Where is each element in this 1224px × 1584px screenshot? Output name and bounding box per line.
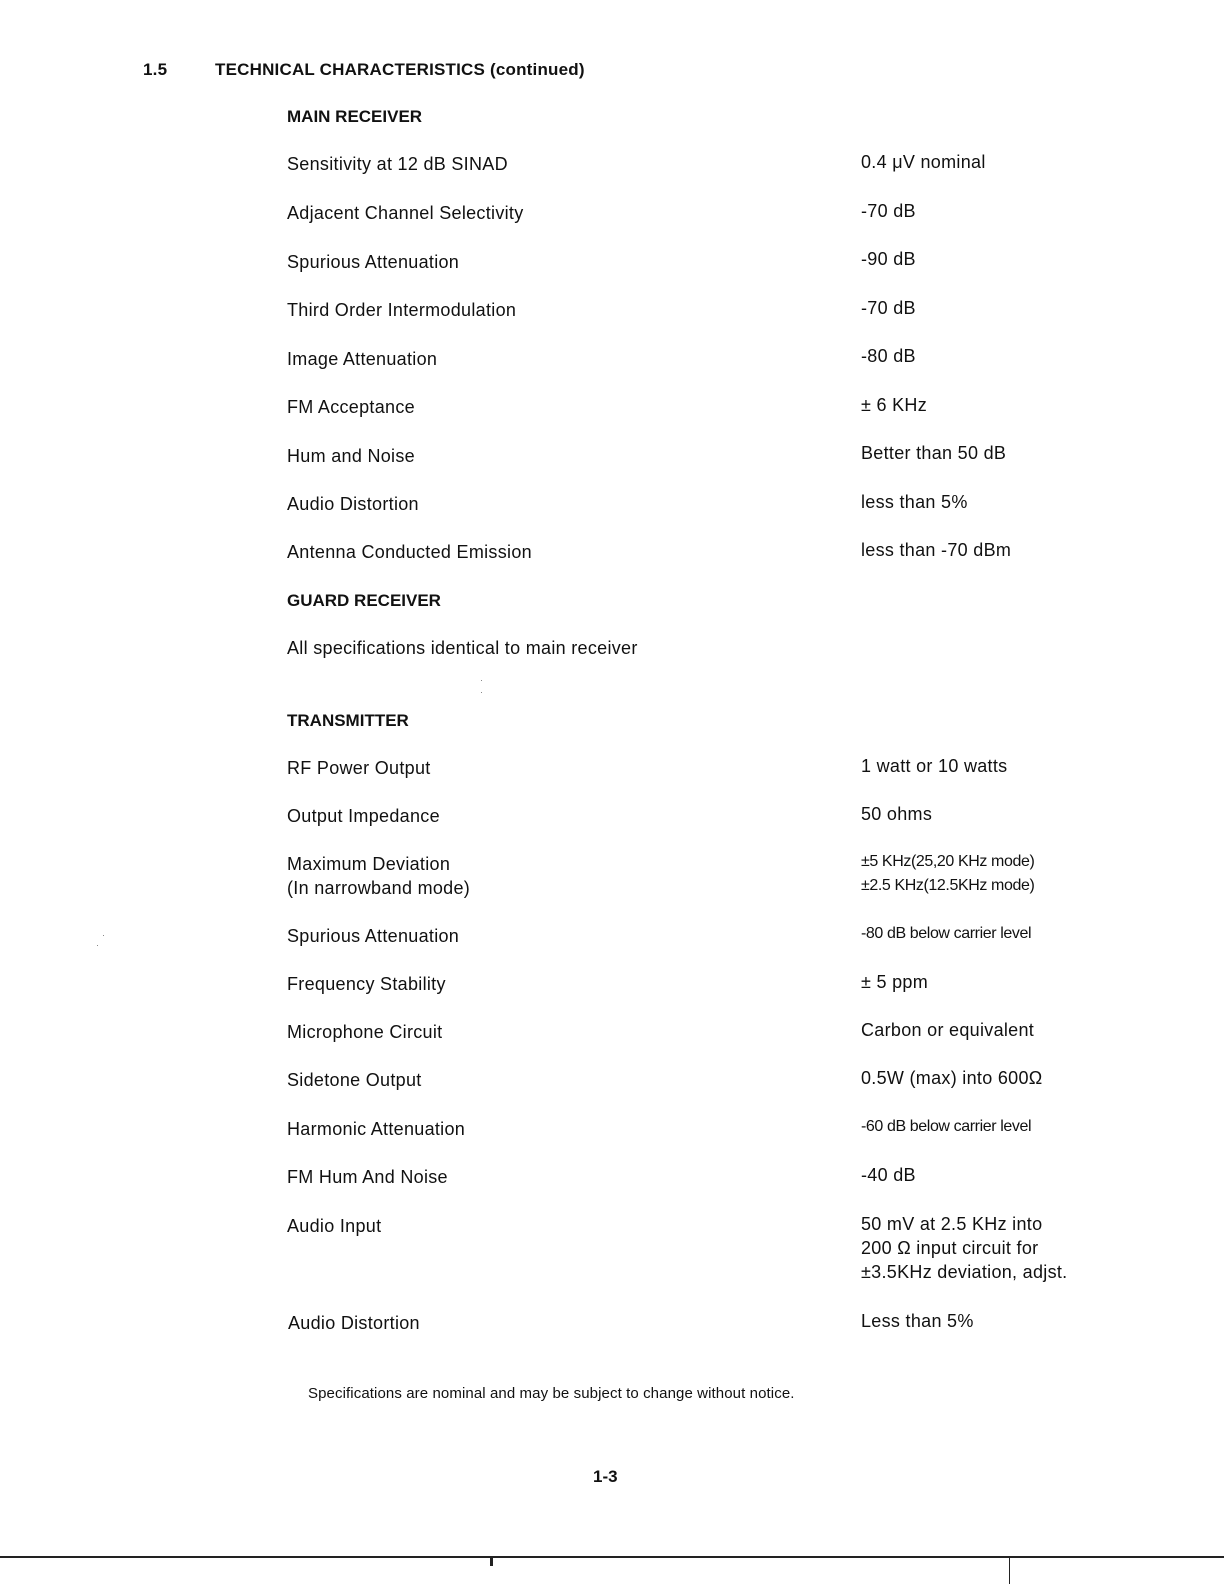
spec-label: Audio Input [287, 1216, 382, 1236]
spec-label: Maximum Deviation (In narrowband mode) [287, 854, 471, 898]
bottom-rule [0, 1556, 1224, 1558]
spec-value: -70 dB [861, 201, 916, 221]
spec-label: Adjacent Channel Selectivity [287, 203, 524, 223]
spec-label: Output Impedance [287, 806, 440, 826]
spec-value: -60 dB below carrier level [861, 1118, 1032, 1135]
spec-label: RF Power Output [287, 758, 431, 778]
spec-value: -80 dB [861, 346, 916, 366]
bottom-rule-tick [490, 1556, 493, 1566]
spec-value: 50 ohms [861, 804, 933, 824]
spec-value: less than 5% [861, 492, 968, 512]
spec-value: 1 watt or 10 watts [861, 756, 1008, 776]
footnote: Specifications are nominal and may be subject to change without notice. [308, 1385, 795, 1402]
spec-value: -90 dB [861, 249, 916, 269]
spec-label: Microphone Circuit [287, 1022, 443, 1042]
main-receiver-heading: MAIN RECEIVER [287, 107, 423, 126]
spec-label: Image Attenuation [287, 349, 438, 369]
page-number: 1-3 [593, 1467, 618, 1486]
section-title: TECHNICAL CHARACTERISTICS (continued) [215, 60, 585, 79]
spec-label: Spurious Attenuation [287, 926, 460, 946]
spec-value: 0.5W (max) into 600Ω [861, 1068, 1043, 1088]
scan-speck [97, 945, 98, 946]
spec-value: ± 5 ppm [861, 972, 929, 992]
spec-value: ± 6 KHz [861, 395, 927, 415]
spec-value: ±5 KHz(25,20 KHz mode) ±2.5 KHz(12.5KHz mode) [861, 853, 1035, 894]
scan-speck [481, 692, 482, 693]
spec-label: Audio Distortion [288, 1313, 420, 1333]
transmitter-heading: TRANSMITTER [287, 711, 409, 730]
spec-label: FM Hum And Noise [287, 1167, 448, 1187]
section-number: 1.5 [143, 60, 168, 79]
spec-value: -80 dB below carrier level [861, 925, 1032, 942]
guard-receiver-text: All specifications identical to main receiver [287, 638, 638, 658]
spec-label: Harmonic Attenuation [287, 1119, 466, 1139]
spec-value: 50 mV at 2.5 KHz into 200 Ω input circuit for ±3.5KHz deviation, adjst. [861, 1214, 1068, 1282]
spec-label: Sensitivity at 12 dB SINAD [287, 154, 508, 174]
spec-value: -70 dB [861, 298, 916, 318]
spec-value: 0.4 μV nominal [861, 152, 986, 172]
spec-label: Spurious Attenuation [287, 252, 460, 272]
bottom-rule-tick [1009, 1556, 1010, 1584]
guard-receiver-heading: GUARD RECEIVER [287, 591, 441, 610]
spec-value: Better than 50 dB [861, 443, 1007, 463]
spec-label: Sidetone Output [287, 1070, 422, 1090]
spec-value: Carbon or equivalent [861, 1020, 1035, 1040]
spec-label: Audio Distortion [287, 494, 419, 514]
spec-label: Antenna Conducted Emission [287, 542, 532, 562]
spec-label: Third Order Intermodulation [287, 300, 517, 320]
scan-speck [481, 680, 482, 681]
spec-label: Hum and Noise [287, 446, 415, 466]
spec-label: Frequency Stability [287, 974, 446, 994]
scan-speck [103, 935, 104, 936]
spec-value: -40 dB [861, 1165, 916, 1185]
spec-label: FM Acceptance [287, 397, 415, 417]
spec-value: Less than 5% [861, 1311, 974, 1331]
spec-value: less than -70 dBm [861, 540, 1012, 560]
